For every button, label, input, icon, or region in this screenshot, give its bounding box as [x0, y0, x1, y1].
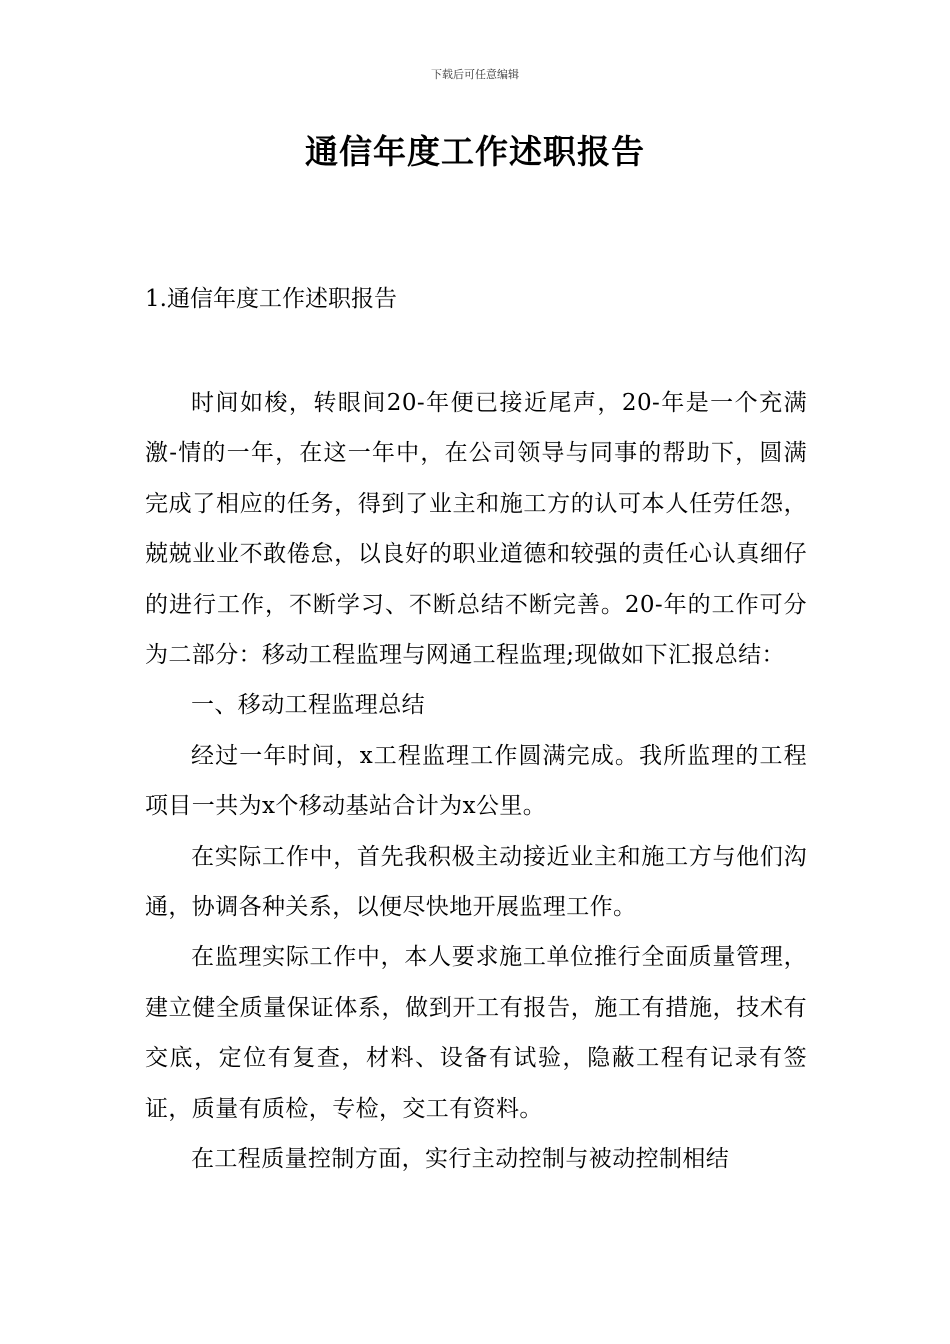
section-heading: 1.通信年度工作述职报告 [145, 286, 397, 312]
paragraph: 时间如梭，转眼间20-年便已接近尾声，20-年是一个充满激-情的一年，在这一年中，在公司领导与同事的帮助下，圆满完成了相应的任务，得到了业主和施工方的认可本人任劳任怨，兢兢业业不敢倦怠，以良好的职业道德和较强的责任心认真细仔的进行工作，不断学习、不断总结不断完善。20-年的工作可分为二部分：移动工程监理与网通工程监理;现做如下汇报总结： [145, 390, 807, 669]
header-note: 下载后可任意编辑 [431, 68, 519, 81]
paragraph: 在实际工作中，首先我积极主动接近业主和施工方与他们沟通，协调各种关系，以便尽快地开展监理工作。 [145, 843, 807, 921]
paragraph: 在监理实际工作中，本人要求施工单位推行全面质量管理，建立健全质量保证体系，做到开工有报告，施工有措施，技术有交底，定位有复查，材料、设备有试验，隐蔽工程有记录有签证，质量有质检，专检，交工有资料。 [145, 944, 807, 1122]
document-title: 通信年度工作述职报告 [305, 132, 645, 171]
document-body [145, 378, 807, 1185]
subsection-heading: 一、移动工程监理总结 [191, 692, 425, 719]
paragraph: 在工程质量控制方面，实行主动控制与被动控制相结 [191, 1146, 730, 1173]
paragraph: 经过一年时间，x工程监理工作圆满完成。我所监理的工程项目一共为x个移动基站合计为x公里。 [145, 742, 807, 820]
